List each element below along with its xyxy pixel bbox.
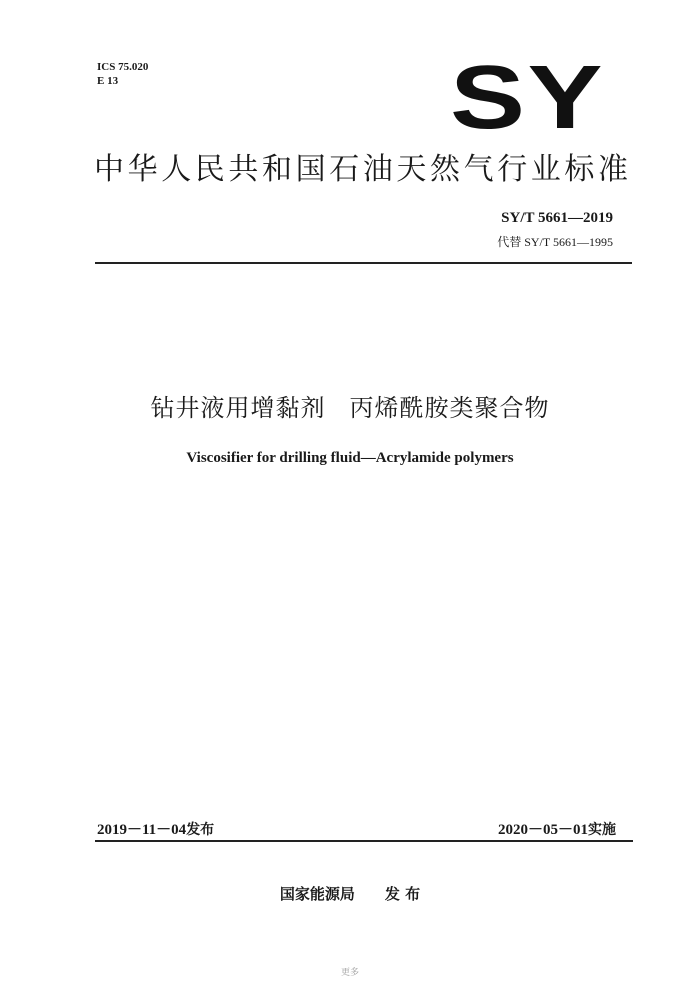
top-divider	[95, 262, 632, 264]
issue-date-value: 2019－11－04	[97, 822, 187, 838]
bottom-divider	[95, 840, 633, 842]
english-title: Viscosifier for drilling fluid—Acrylamide polymers	[186, 450, 514, 466]
replaces-standard: 代替 SY/T 5661—1995	[497, 235, 613, 249]
more-link[interactable]: 更多	[340, 968, 359, 978]
issue-label: 发布	[186, 822, 215, 838]
issuer-action: 发 布	[384, 885, 421, 903]
implement-date-value: 2020－05－01	[497, 822, 588, 838]
classification-codes	[97, 60, 148, 88]
implementation-date	[498, 818, 616, 839]
chinese-title	[0, 388, 700, 423]
issuer	[0, 883, 700, 904]
issuer-name: 国家能源局	[279, 885, 355, 903]
ics-code: ICS 75.020	[97, 61, 149, 73]
ccs-code: E 13	[97, 75, 119, 87]
sy-logo: SY	[450, 48, 606, 148]
chinese-title-part2: 丙烯酰胺类聚合物	[349, 394, 550, 422]
issue-date	[97, 818, 214, 839]
standard-number: SY/T 5661—2019	[501, 210, 613, 226]
industry-standard-title: 中华人民共和国石油天然气行业标准	[94, 152, 632, 187]
implement-label: 实施	[588, 822, 616, 838]
chinese-title-part1: 钻井液用增黏剂	[150, 394, 326, 422]
